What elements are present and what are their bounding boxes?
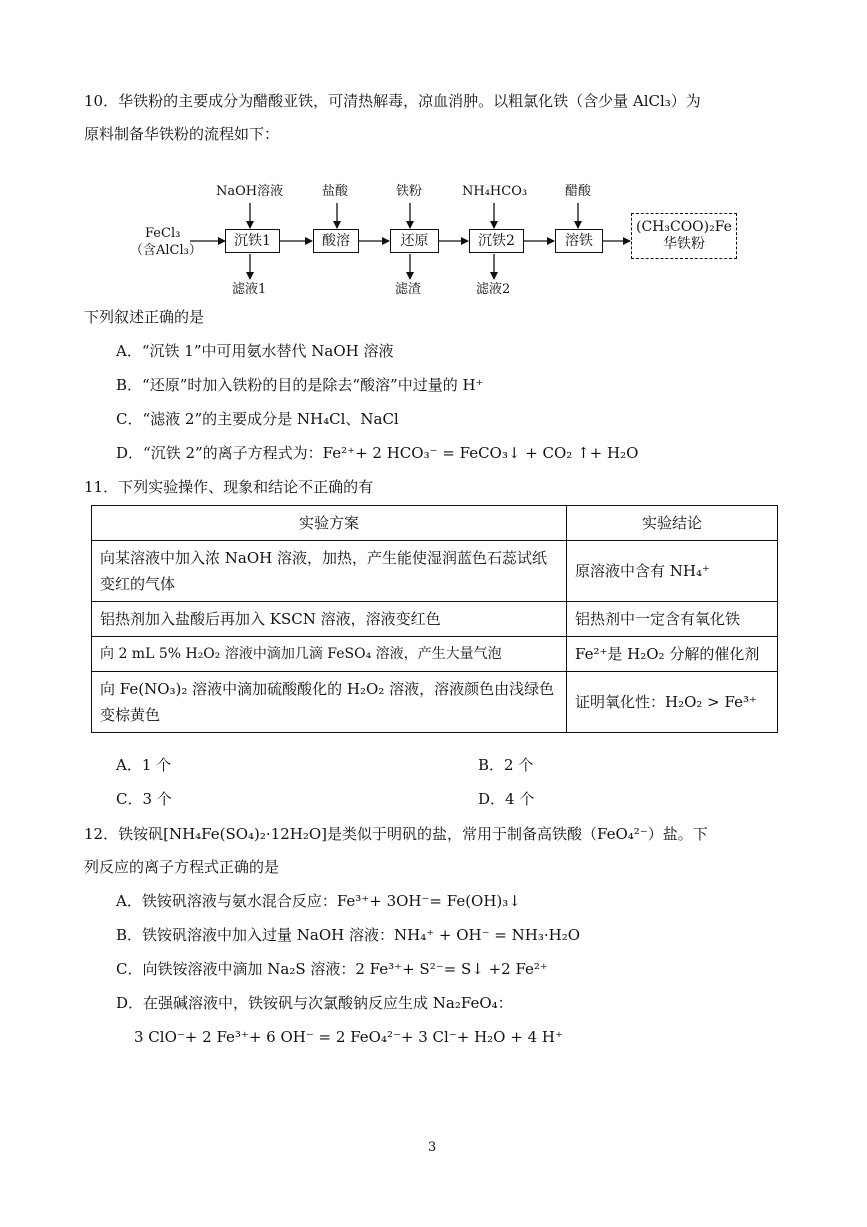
q12-option-c: C．向铁铵溶液中滴加 Na₂S 溶液：2 Fe³⁺+ S²⁻= S↓ +2 Fe²⁺ — [116, 960, 548, 978]
flow-output-residue: 滤渣 — [395, 282, 422, 297]
q12-option-a: A．铁铵矾溶液与氨水混合反应：Fe³⁺+ 3OH⁻= Fe(OH)₃↓ — [116, 892, 521, 910]
flow-step-2: 酸溶 — [313, 229, 359, 253]
flow-product-name: 华铁粉 — [663, 236, 705, 252]
q11-option-c: C．3 个 — [116, 790, 172, 808]
q11-option-b: B．2 个 — [478, 756, 534, 774]
flow-product-formula: (CH₃COO)₂Fe — [636, 219, 732, 235]
page-number: 3 — [428, 1140, 437, 1155]
q12-stem-line1: 12．铁铵矾[NH₄Fe(SO₄)₂·12H₂O]是类似于明矾的盐，常用于制备高铁酸（FeO₄²⁻）盐。下 — [84, 825, 708, 843]
q10-stem-line2: 原料制备华铁粉的流程如下： — [84, 125, 280, 143]
flow-product-box — [631, 213, 737, 259]
table-cell-conclusion: 证明氧化性：H₂O₂ > Fe³⁺ — [567, 672, 778, 733]
table-cell-plan: 向某溶液中加入浓 NaOH 溶液，加热，产生能使湿润蓝色石蕊试纸变红的气体 — [92, 541, 567, 602]
q11-stem: 11．下列实验操作、现象和结论不正确的有 — [84, 478, 374, 496]
flow-step-4: 沉铁2 — [469, 229, 524, 253]
q12-equation: 3 ClO⁻+ 2 Fe³⁺+ 6 OH⁻ = 2 FeO₄²⁻+ 3 Cl⁻+ H₂O + 4 H⁺ — [134, 1028, 563, 1046]
flow-reagent-acetic: 醋酸 — [565, 184, 592, 199]
flow-step-1: 沉铁1 — [225, 229, 280, 253]
table-header-conclusion: 实验结论 — [567, 506, 778, 541]
flow-reagent-nh4hco3: NH₄HCO₃ — [462, 184, 528, 199]
q10-question: 下列叙述正确的是 — [84, 308, 205, 326]
flow-step-3: 还原 — [390, 229, 439, 253]
process-flow-diagram — [0, 0, 867, 320]
table-row — [92, 637, 778, 672]
q10-option-c: C．“滤液 2”的主要成分是 NH₄Cl、NaCl — [116, 410, 399, 428]
table-cell-conclusion: Fe²⁺是 H₂O₂ 分解的催化剂 — [567, 637, 778, 672]
q11-option-d: D．4 个 — [478, 790, 535, 808]
q10-option-a: A．“沉铁 1”中可用氨水替代 NaOH 溶液 — [116, 342, 394, 360]
table-header-plan: 实验方案 — [92, 506, 567, 541]
table-row — [92, 602, 778, 637]
flow-output-filtrate2: 滤液2 — [476, 282, 511, 297]
q11-option-a: A．1 个 — [116, 756, 172, 774]
table-cell-conclusion: 铝热剂中一定含有氧化铁 — [567, 602, 778, 637]
table-header-row — [92, 506, 778, 541]
flow-reagent-naoh: NaOH溶液 — [216, 184, 284, 199]
table-cell-conclusion: 原溶液中含有 NH₄⁺ — [567, 541, 778, 602]
q12-option-b: B．铁铵矾溶液中加入过量 NaOH 溶液：NH₄⁺ + OH⁻ = NH₃·H₂O — [116, 926, 581, 944]
flow-reagent-hcl: 盐酸 — [322, 184, 349, 199]
q12-option-d: D．在强碱溶液中，铁铵矾与次氯酸钠反应生成 Na₂FeO₄： — [116, 994, 513, 1012]
flow-output-filtrate1: 滤液1 — [232, 282, 267, 297]
table-row — [92, 541, 778, 602]
q12-stem-line2: 列反应的离子方程式正确的是 — [84, 858, 280, 876]
q10-option-b: B．“还原”时加入铁粉的目的是除去“酸溶”中过量的 H⁺ — [116, 376, 484, 394]
table-cell-plan: 铝热剂加入盐酸后再加入 KSCN 溶液，溶液变红色 — [92, 602, 567, 637]
experiment-table — [91, 505, 778, 733]
table-cell-plan: 向 Fe(NO₃)₂ 溶液中滴加硫酸酸化的 H₂O₂ 溶液，溶液颜色由浅绿色变棕黄色 — [92, 672, 567, 733]
flow-reagent-fe: 铁粉 — [396, 184, 423, 199]
q10-stem-line1: 10．华铁粉的主要成分为醋酸亚铁，可清热解毒，凉血消肿。以粗氯化铁（含少量 AlCl₃）为 — [84, 92, 701, 110]
flow-input-label: FeCl₃ — [145, 226, 181, 241]
flow-input-sublabel: （含AlCl₃） — [130, 243, 202, 258]
flow-step-5: 溶铁 — [555, 229, 603, 253]
q10-option-d: D．“沉铁 2”的离子方程式为：Fe²⁺+ 2 HCO₃⁻ = FeCO₃↓ + CO₂ ↑+ H₂O — [116, 444, 639, 462]
table-cell-plan: 向 2 mL 5% H₂O₂ 溶液中滴加几滴 FeSO₄ 溶液，产生大量气泡 — [92, 637, 567, 672]
flow-arrows — [0, 0, 867, 320]
table-row — [92, 672, 778, 733]
